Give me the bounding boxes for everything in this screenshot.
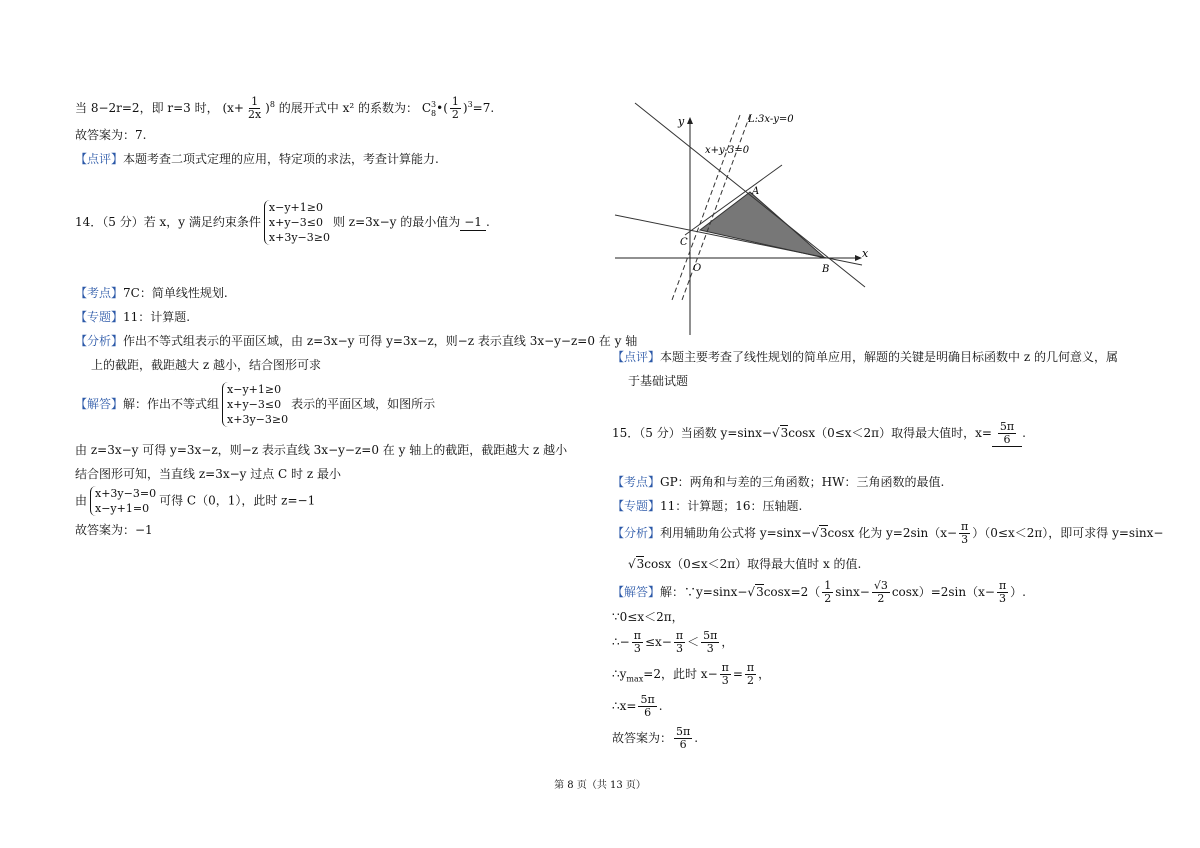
- inequality: x+3y−3≥0: [227, 413, 289, 426]
- tag-jieda: 【解答】: [75, 397, 124, 411]
- tag-kaodian: 【考点】: [612, 475, 661, 489]
- numerator: 5π: [703, 629, 718, 642]
- tag-zhuanti: 【专题】: [75, 310, 124, 324]
- fenxi-line: [75, 333, 637, 349]
- equation: x+3y−3=0: [95, 487, 157, 500]
- page-footer: 第 8 页（共 13 页）: [554, 780, 646, 791]
- text: 表示的平面区域，如图所示: [291, 397, 436, 411]
- text: (x+: [222, 101, 244, 115]
- text: ）.: [1010, 585, 1026, 599]
- radicand: 3: [636, 557, 645, 571]
- denominator: 2: [747, 674, 755, 687]
- question-14: [75, 200, 490, 245]
- text: .: [694, 731, 699, 745]
- solution-line-1: 由 z=3x−y 可得 y=3x−z，则−z 表示直线 3x−y−z=0 在 y 轴上的截距，截距越大 z 越小: [75, 443, 568, 457]
- step-3: [612, 662, 770, 687]
- tag-kaodian: 【考点】: [75, 286, 124, 300]
- text: 解：作出不等式组: [123, 397, 220, 411]
- line-x-plus-y: [635, 103, 865, 287]
- fraction: [246, 96, 263, 121]
- numerator: 5π: [676, 725, 691, 738]
- point-a-label: A: [752, 186, 760, 197]
- step-2: [612, 630, 733, 655]
- fraction: [998, 421, 1016, 446]
- step-answer: [612, 726, 698, 751]
- radicand: 3: [756, 585, 764, 599]
- text: 可得 C（0，1），此时 z=−1: [159, 493, 316, 508]
- tag-jieda: 【解答】: [612, 585, 661, 599]
- inequality: x−y+1≥0: [227, 383, 282, 396]
- step-4: [612, 694, 663, 719]
- text: ∴−: [612, 635, 630, 649]
- numerator: π: [746, 661, 755, 674]
- fenxi-line-2: √3cosx（0≤x＜2π）取得最大值时 x 的值.: [628, 557, 862, 571]
- zhuanti-line: [612, 498, 802, 514]
- text: 本题主要考查了线性规划的简单应用，解题的关键是明确目标函数中 z 的几何意义，属: [660, 350, 1118, 364]
- superscript: 3: [431, 99, 437, 109]
- text: =: [732, 667, 743, 681]
- denominator: 3: [633, 642, 641, 655]
- fraction: [674, 726, 692, 751]
- text: ∴y: [612, 667, 627, 681]
- numerator: 1: [251, 95, 259, 108]
- equation-system: [90, 486, 156, 516]
- equation: x−y+1=0: [95, 502, 150, 515]
- numerator: 1: [451, 95, 459, 108]
- jieda-line: 【解答】解：∵y=sinx−√3cosx=2（ $\frac{1}{2}$ sinx− $\frac{√3}{2}$ cosx）=2sin（x− $\frac{\pi}{3}$ ）.: [612, 579, 1026, 605]
- tag-dianping: 【点评】: [612, 350, 661, 364]
- denominator: 3: [961, 533, 969, 546]
- text: ，: [758, 667, 771, 681]
- text: sinx−: [835, 585, 870, 599]
- tag-dianping: 【点评】: [75, 152, 124, 166]
- text: 14．（5 分）若 x，y 满足约束条件: [75, 215, 261, 229]
- text: 本题考查二项式定理的应用，特定项的求法，考查计算能力.: [123, 152, 439, 166]
- answer-line: 故答案为：7.: [75, 128, 147, 142]
- radicand: 3: [819, 526, 828, 540]
- denominator: 6: [644, 706, 652, 719]
- fraction: [674, 630, 685, 655]
- subscript: 8: [431, 108, 437, 118]
- fenxi-line-2: 上的截距，截距越大 z 越小，结合图形可求: [91, 358, 321, 372]
- text: ，: [721, 635, 734, 649]
- point-b-label: B: [822, 264, 830, 275]
- text: 解：∵y=sinx−: [660, 585, 748, 599]
- radicand: 3: [780, 426, 789, 440]
- inequality: x+3y−3≥0: [268, 231, 330, 244]
- question-15: 15．（5 分）当函数 y=sinx−√3cosx（0≤x＜2π）取得最大值时，x= $\frac{5\pi}{6}$ .: [612, 420, 1026, 446]
- text: cosx 化为 y=2sin（x−: [827, 526, 958, 540]
- numerator: 1: [824, 579, 832, 592]
- denominator: 2: [824, 592, 832, 605]
- denominator: 6: [679, 738, 687, 751]
- fraction: [872, 580, 890, 605]
- x-axis-arrow: [855, 255, 862, 261]
- tag-fenxi: 【分析】: [75, 334, 124, 348]
- text: GP：两角和与差的三角函数；HW：三角函数的最值.: [660, 475, 945, 489]
- text: 由: [75, 493, 88, 508]
- denominator: 3: [675, 642, 683, 655]
- numerator: √3: [873, 579, 888, 592]
- numerator: 5π: [999, 420, 1015, 433]
- kaodian-line: [75, 285, 228, 301]
- answer-blank: −1: [460, 215, 486, 231]
- origin-label: O: [693, 263, 702, 274]
- text: •: [436, 101, 444, 115]
- kaodian-line: [612, 474, 944, 490]
- line-binomial: 当 8−2r=2，即 r=3 时， (x+ $\frac{1}{2x}$ )$^8$ 的展开式中 x² 的系数为： C 3 8 •( $\frac{1}{2}$ )$^3$=7.: [75, 95, 495, 121]
- fraction: [638, 694, 656, 719]
- text: 利用辅助角公式将 y=sinx−: [660, 526, 812, 540]
- fraction: [701, 630, 719, 655]
- exponent: 3: [467, 100, 473, 109]
- text: 15．（5 分）当函数 y=sinx−: [612, 426, 772, 440]
- text: ): [265, 101, 270, 115]
- y-axis-arrow: [687, 117, 693, 124]
- fraction: [632, 630, 643, 655]
- fraction: [720, 662, 731, 687]
- denominator: 3: [999, 592, 1007, 605]
- text: cosx（0≤x＜2π）取得最大值时 x 的值.: [644, 557, 862, 571]
- numerator: π: [675, 629, 684, 642]
- text: .: [485, 215, 490, 229]
- inequality: x+y−3≤0: [227, 398, 282, 411]
- fraction: [822, 580, 833, 605]
- solution-line-2: 结合图形可知，当直线 z=3x−y 过点 C 时 z 最小: [75, 467, 342, 481]
- denominator: 2: [451, 108, 459, 121]
- inequality: x+y−3≤0: [268, 216, 323, 229]
- text: 11：计算题；16：压轴题.: [660, 499, 803, 513]
- denominator: 3: [706, 642, 714, 655]
- fraction: [745, 662, 756, 687]
- numerator: π: [961, 520, 969, 533]
- denominator: 2: [877, 592, 885, 605]
- denominator: 2x: [247, 108, 262, 121]
- constraint-system: [264, 200, 330, 245]
- text: ∴x=: [612, 699, 637, 713]
- feasible-region-graph: [600, 95, 875, 340]
- comment-line: [75, 151, 439, 167]
- line-l-label: L:3x-y=0: [748, 114, 794, 125]
- tag-fenxi: 【分析】: [612, 526, 661, 540]
- tag-zhuanti: 【专题】: [612, 499, 661, 513]
- solution-answer: 故答案为：−1: [75, 523, 153, 537]
- dianping-line-2: 于基础试题: [628, 374, 689, 388]
- exponent: 8: [269, 100, 275, 109]
- fraction: [997, 580, 1008, 605]
- x-label: x: [862, 247, 869, 260]
- fraction: [450, 96, 461, 121]
- text: .: [658, 699, 663, 713]
- text: 则 z=3x−y 的最小值为: [332, 215, 461, 229]
- text: 故答案为：: [612, 731, 673, 745]
- text: =7.: [472, 101, 495, 115]
- zhuanti-line: [75, 309, 190, 325]
- denominator: 6: [1003, 433, 1011, 446]
- jieda-line: [75, 382, 435, 427]
- solution-line-3: [75, 486, 315, 516]
- text: 当 8−2r=2，即 r=3 时，: [75, 101, 219, 115]
- text: C: [421, 101, 432, 115]
- numerator: 5π: [640, 693, 655, 706]
- text: ≤x−: [644, 635, 672, 649]
- fenxi-line: 【分析】利用辅助角公式将 y=sinx−√3cosx 化为 y=2sin（x− $\frac{\pi}{3}$ ）（0≤x＜2π），即可求得 y=sinx−: [612, 520, 1164, 546]
- text: 作出不等式组表示的平面区域，由 z=3x−y 可得 y=3x−z，则−z 表示直线 3x−y−z=0 在 y 轴: [123, 334, 638, 348]
- dianping-line: [612, 349, 1118, 365]
- text: cosx=2（: [763, 585, 821, 599]
- text: 11：计算题.: [123, 310, 191, 324]
- step-1: ∵0≤x＜2π，: [612, 610, 684, 624]
- constraint-system: [222, 382, 288, 427]
- line-xy-label: x+y-3=0: [705, 145, 750, 156]
- text: =2，此时 x−: [643, 667, 718, 681]
- text: 7C：简单线性规划.: [123, 286, 228, 300]
- numerator: π: [633, 629, 641, 642]
- y-label: y: [678, 115, 685, 128]
- text: .: [1022, 426, 1026, 440]
- answer-blank: [992, 421, 1022, 447]
- subscript: max: [626, 674, 644, 684]
- fraction: [959, 521, 970, 546]
- text: ）（0≤x＜2π），即可求得 y=sinx−: [972, 526, 1164, 540]
- text: 的展开式中 x² 的系数为：: [278, 101, 418, 115]
- numerator: π: [721, 661, 729, 674]
- text: cosx（0≤x＜2π）取得最大值时，x=: [788, 426, 992, 440]
- denominator: 3: [721, 674, 729, 687]
- text: cosx）=2sin（x−: [891, 585, 995, 599]
- feasible-region: [700, 192, 825, 258]
- text: ＜: [687, 635, 700, 649]
- numerator: π: [998, 579, 1007, 592]
- inequality: x−y+1≥0: [268, 201, 323, 214]
- point-c-label: C: [680, 237, 688, 248]
